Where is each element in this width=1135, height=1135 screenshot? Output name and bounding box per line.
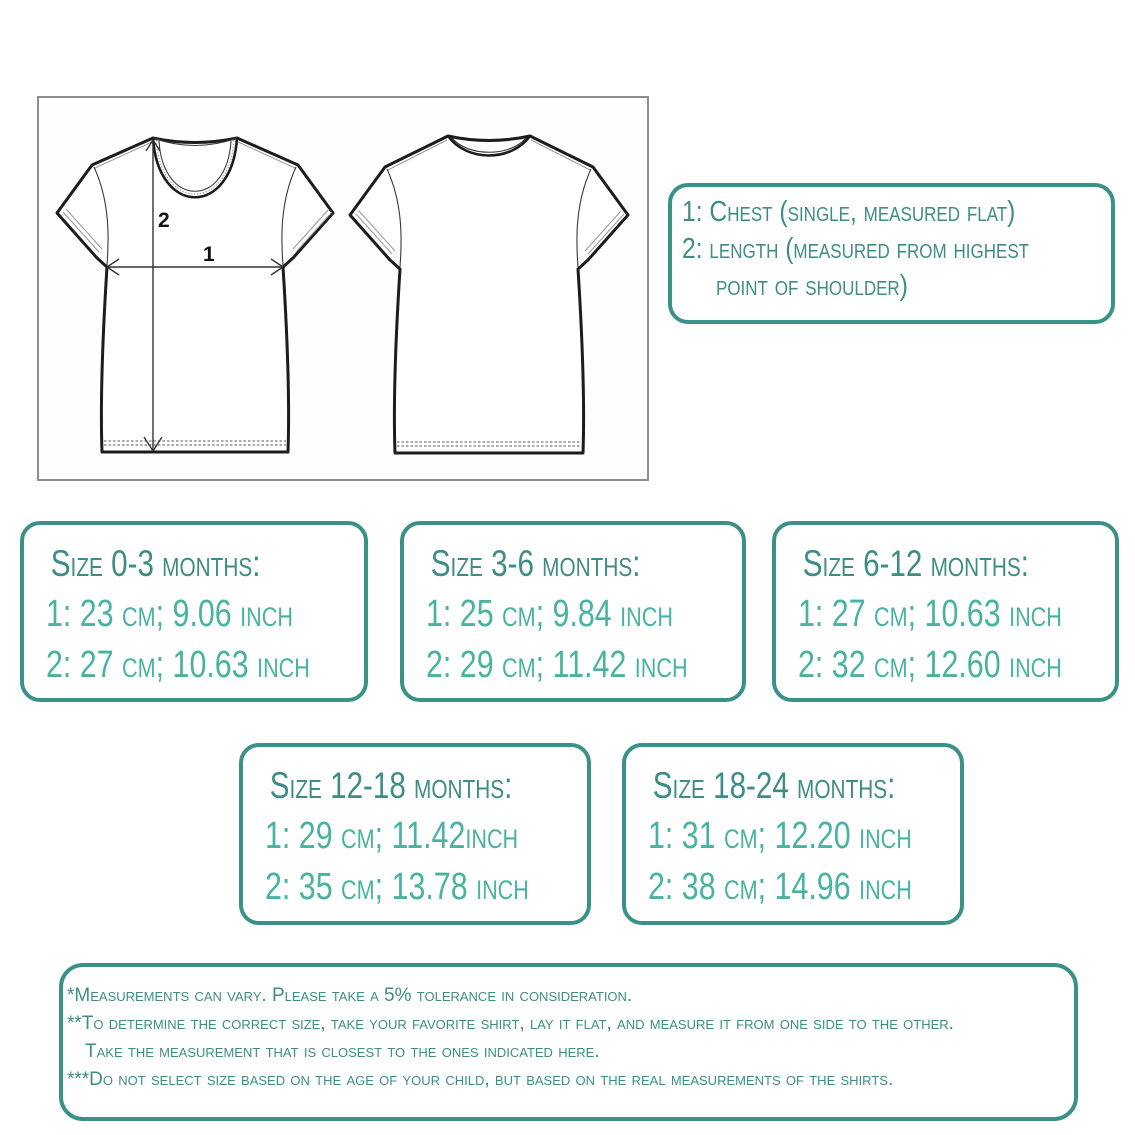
size-title: Size 12-18 months:	[269, 765, 513, 806]
chest-measurement: 1: 31 cm; 12.20 inch	[648, 815, 912, 857]
length-arrow-label: 2	[158, 209, 170, 232]
tshirt-front-drawing	[55, 120, 340, 460]
legend-chest-line: 1: Chest (single, measured flat)	[682, 196, 1016, 228]
measurement-notes-box	[59, 963, 1078, 1121]
size-title: Size 3-6 months:	[430, 543, 641, 584]
length-measurement: 2: 35 cm; 13.78 inch	[265, 866, 529, 908]
chest-arrow-label: 1	[203, 243, 215, 266]
size-box-0-3-months	[20, 521, 368, 702]
chest-measurement: 1: 23 cm; 9.06 inch	[46, 593, 293, 635]
legend-length-line-wrap: point of shoulder)	[716, 270, 908, 302]
note-age-warning: ***Do not select size based on the age of your child, but based on the real measurements of the shirts.	[67, 1069, 894, 1090]
note-how-to-measure-wrap: Take the measurement that is closest to the ones indicated here.	[85, 1041, 600, 1062]
measurement-legend-box	[668, 183, 1115, 324]
length-measurement: 2: 27 cm; 10.63 inch	[46, 644, 310, 686]
chest-measurement: 1: 27 cm; 10.63 inch	[798, 593, 1062, 635]
size-title: Size 0-3 months:	[50, 543, 261, 584]
size-title: Size 6-12 months:	[802, 543, 1029, 584]
chest-measurement: 1: 29 cm; 11.42inch	[265, 815, 519, 857]
size-box-6-12-months	[772, 521, 1119, 702]
size-box-12-18-months	[239, 743, 591, 925]
note-tolerance: *Measurements can vary. Please take a 5% tolerance in consideration.	[67, 985, 633, 1006]
length-measurement: 2: 29 cm; 11.42 inch	[426, 644, 688, 686]
size-box-18-24-months	[622, 743, 964, 925]
shirt-drawing-frame	[37, 96, 649, 481]
length-measurement: 2: 32 cm; 12.60 inch	[798, 644, 1062, 686]
length-measurement: 2: 38 cm; 14.96 inch	[648, 866, 912, 908]
note-how-to-measure: **To determine the correct size, take your favorite shirt, lay it flat, and measure it from one side to the other.	[67, 1013, 954, 1034]
chest-measurement: 1: 25 cm; 9.84 inch	[426, 593, 673, 635]
legend-length-line: 2: length (measured from highest	[682, 233, 1030, 265]
size-title: Size 18-24 months:	[652, 765, 896, 806]
size-box-3-6-months	[400, 521, 746, 702]
tshirt-back-drawing	[345, 120, 635, 460]
